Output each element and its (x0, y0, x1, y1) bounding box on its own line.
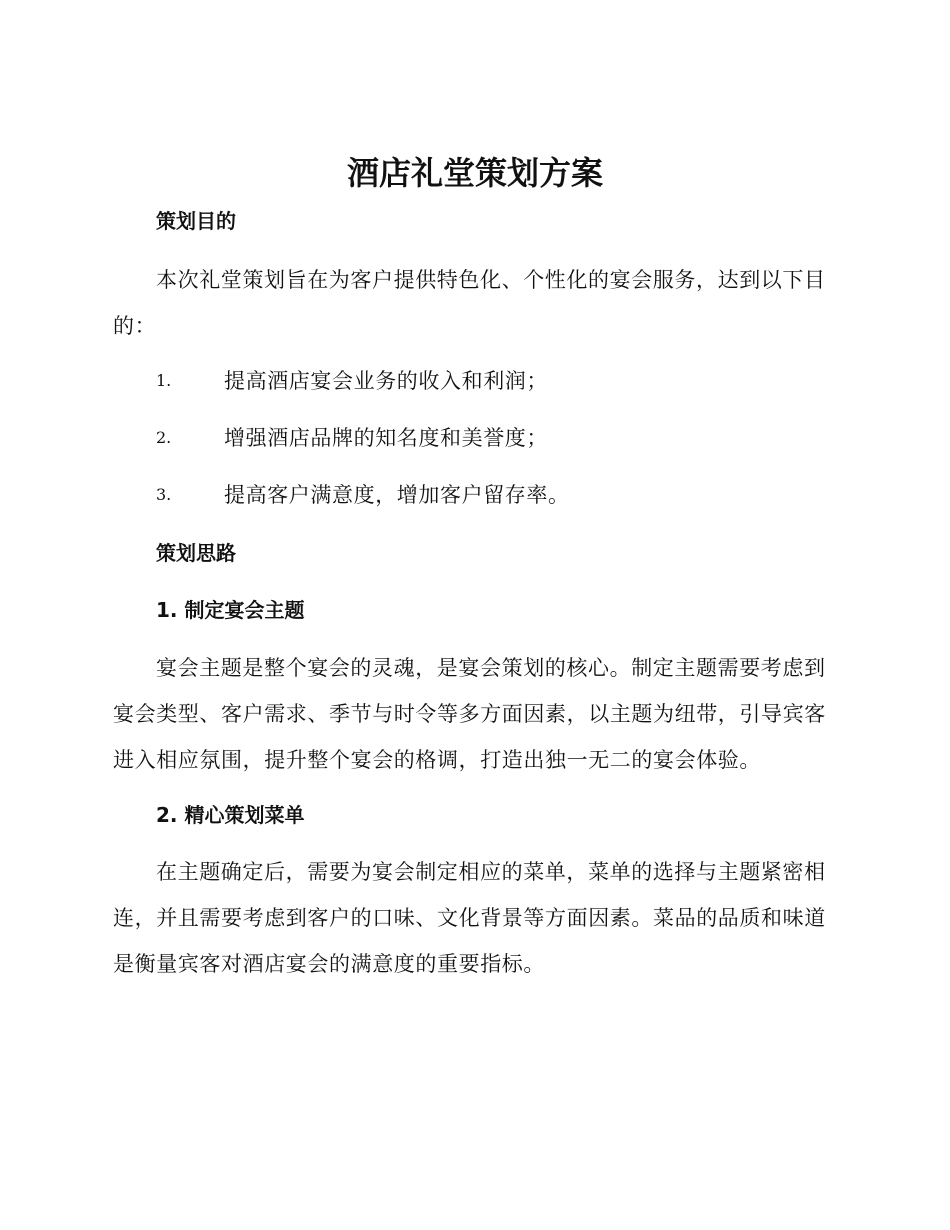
list-item-number: 3. (156, 485, 172, 504)
subsection-heading-menu: 2. 精心策划菜单 (156, 803, 305, 827)
theme-paragraph: 宴会主题是整个宴会的灵魂，是宴会策划的核心。制定主题需要考虑到宴会类型、客户需求、季节与时令等多方面因素，以主题为纽带，引导宾客进入相应氛围，提升整个宴会的格调，打造出独一无二的宴会体验。 (113, 656, 826, 772)
list-item-number: 1. (156, 371, 172, 390)
section-heading-approach: 策划思路 (156, 541, 236, 565)
list-item (0, 366, 950, 396)
purpose-intro-paragraph: 本次礼堂策划旨在为客户提供特色化、个性化的宴会服务，达到以下目的： (113, 268, 826, 338)
menu-paragraph: 在主题确定后，需要为宴会制定相应的菜单，菜单的选择与主题紧密相连，并且需要考虑到客户的口味、文化背景等方面因素。菜品的品质和味道是衡量宾客对酒店宴会的满意度的重要指标。 (113, 860, 826, 976)
list-item (0, 423, 950, 453)
document-title: 酒店礼堂策划方案 (346, 154, 603, 192)
section-heading-purpose: 策划目的 (156, 209, 236, 233)
list-item-text: 提高酒店宴会业务的收入和利润； (224, 369, 548, 393)
list-item-text: 增强酒店品牌的知名度和美誉度； (224, 426, 548, 450)
subsection-heading-theme: 1. 制定宴会主题 (156, 598, 305, 622)
list-item (0, 480, 950, 510)
list-item-number: 2. (156, 428, 172, 447)
list-item-text: 提高客户满意度，增加客户留存率。 (224, 483, 570, 507)
